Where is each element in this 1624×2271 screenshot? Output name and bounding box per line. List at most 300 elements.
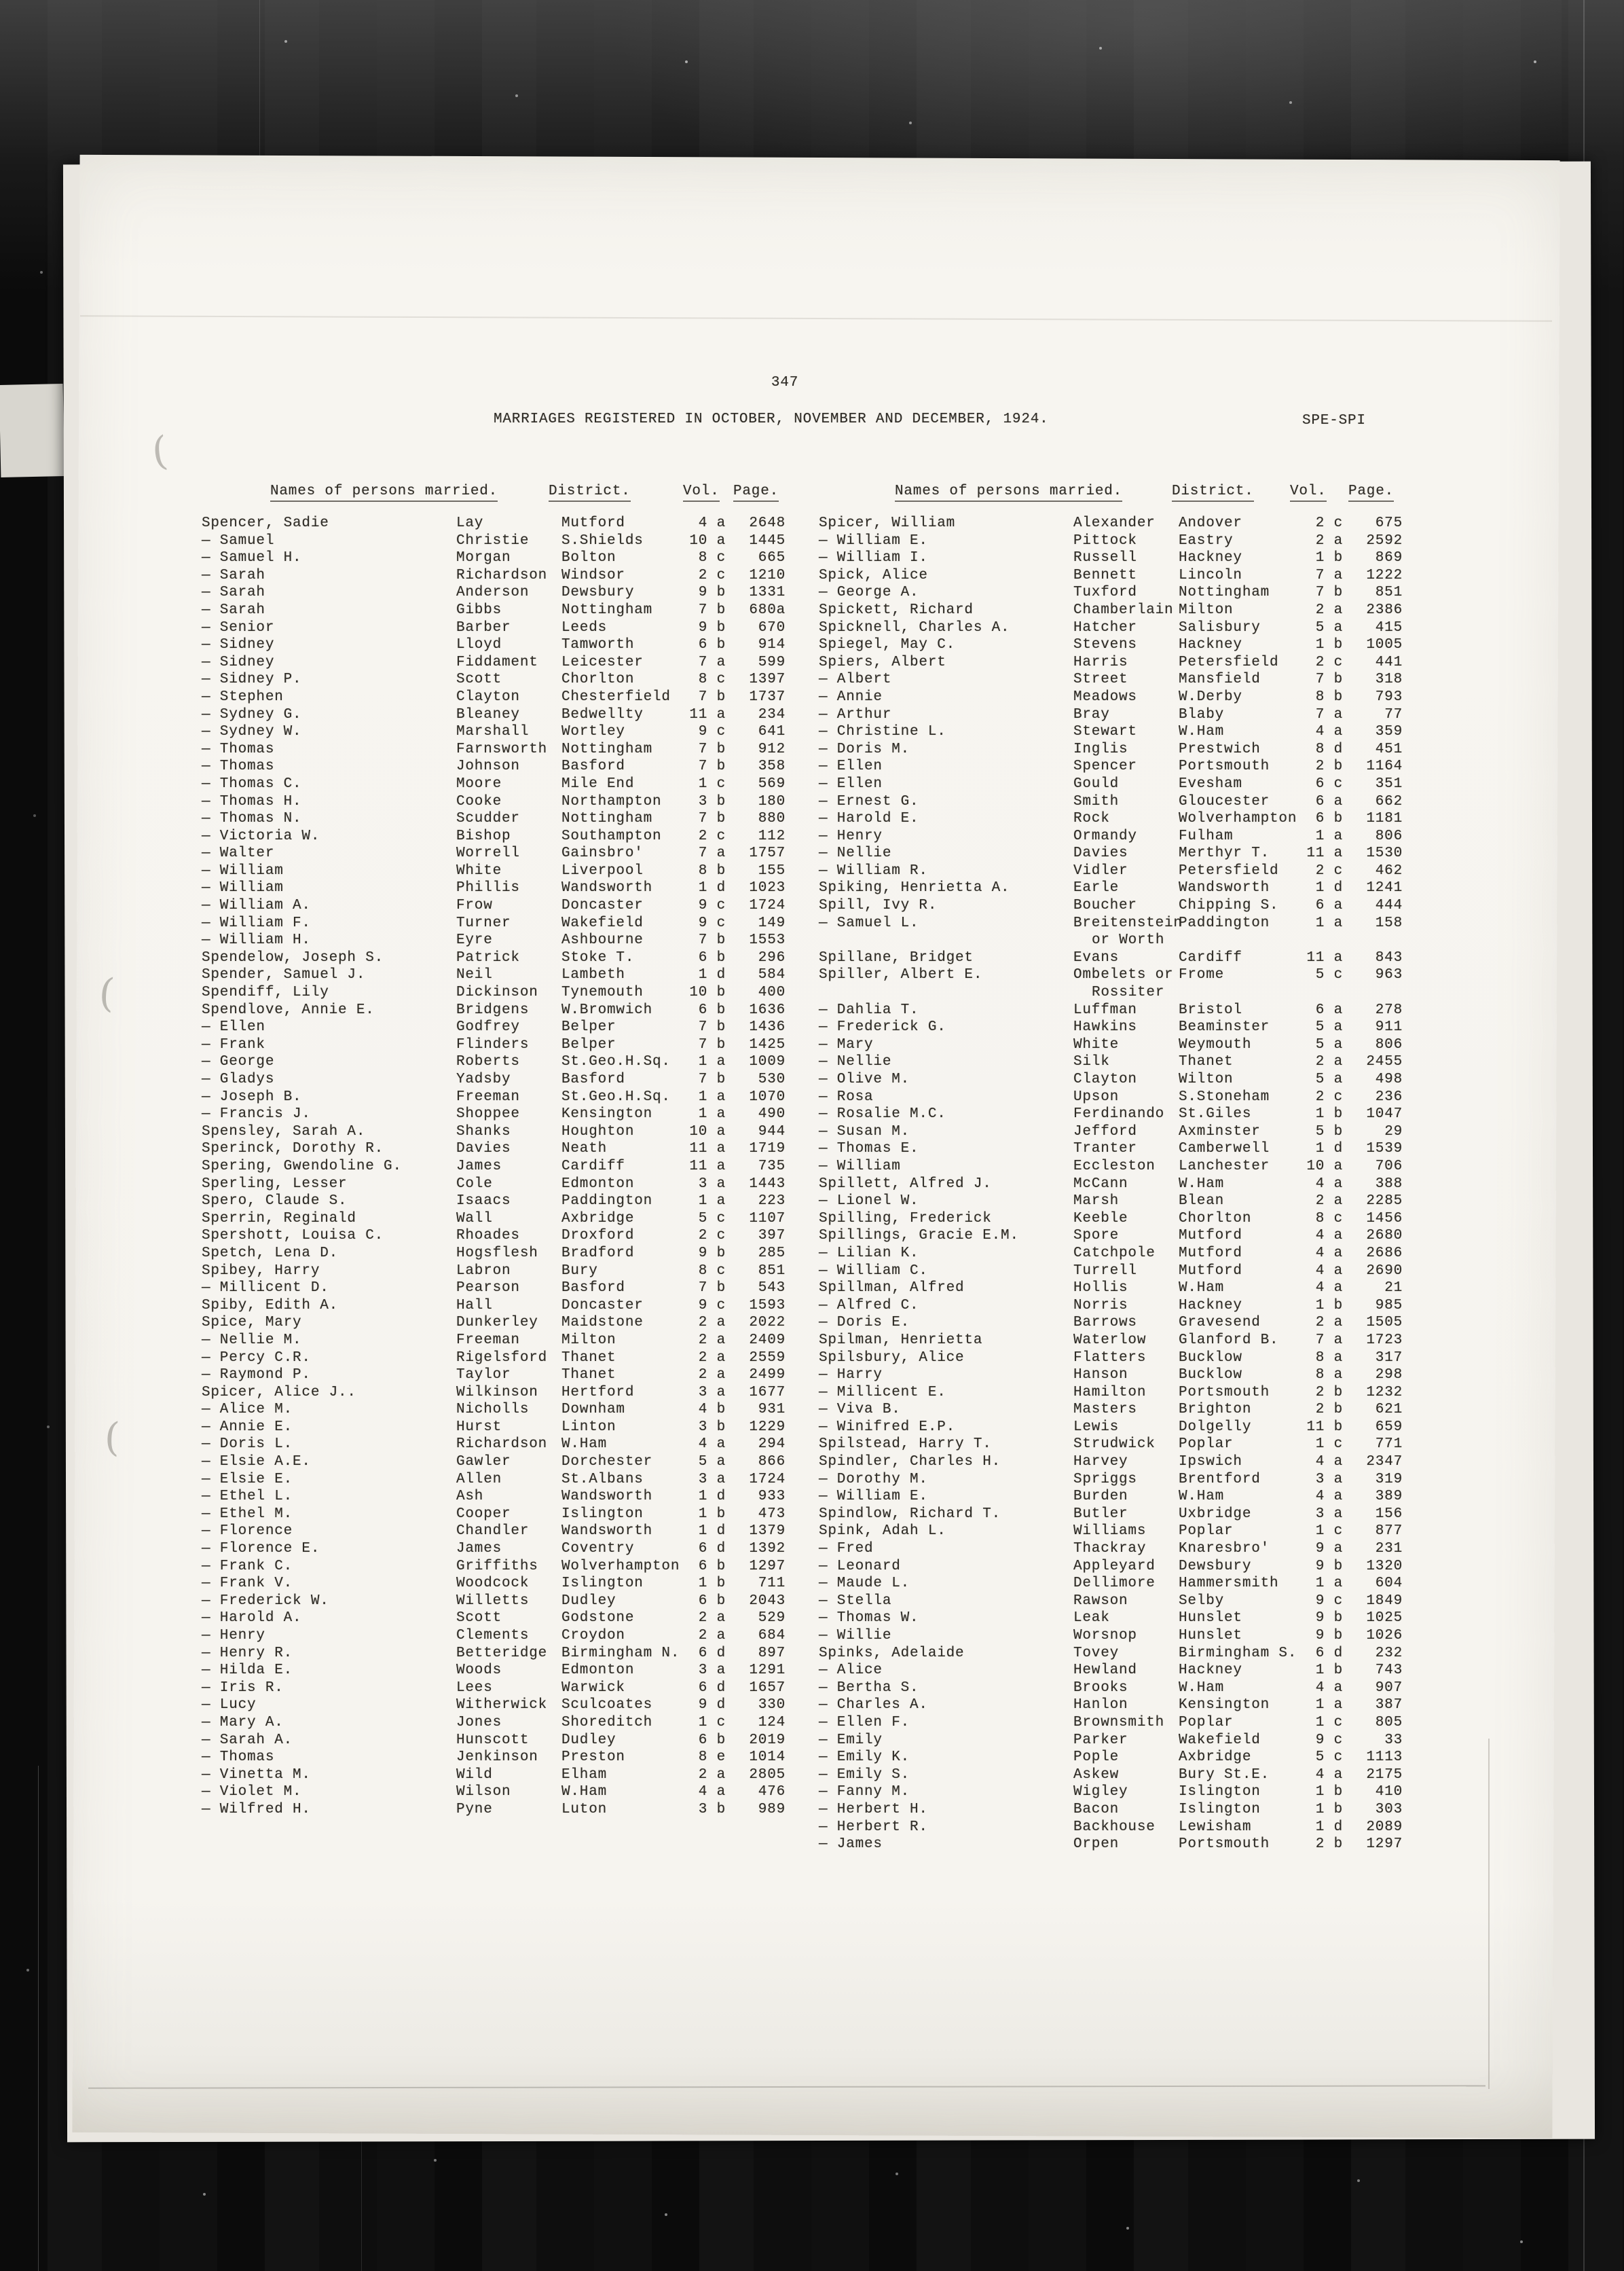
table-row <box>819 619 1403 637</box>
page-cell: 914 <box>758 637 786 653</box>
district-cell: Dewsbury <box>561 585 635 601</box>
page-cell: 866 <box>758 1454 786 1470</box>
name-cell: — Wilfred H. <box>202 1801 311 1817</box>
table-row <box>819 1766 1403 1784</box>
district-cell: Ipswich <box>1179 1454 1242 1470</box>
page-cell: 1379 <box>749 1523 786 1540</box>
vol-cell: 4 a <box>698 1436 726 1453</box>
name-cell: Spickett, Richard <box>819 602 974 618</box>
district-cell: Coventry <box>561 1541 635 1557</box>
vol-cell: 1 b <box>1315 1297 1343 1313</box>
vol-cell: 2 a <box>698 1766 726 1783</box>
page-cell: 2347 <box>1366 1454 1403 1470</box>
column-header-page-right: Page. <box>1348 484 1394 499</box>
table-row <box>819 915 1403 932</box>
district-cell: Petersfield <box>1179 862 1279 879</box>
table-row <box>202 1053 786 1071</box>
name-cell: — Ellen <box>202 1019 265 1036</box>
spouse-cell: Wilkinson <box>456 1384 538 1400</box>
spouse-cell: Breitenstein <box>1073 915 1183 931</box>
district-cell: Glanford B. <box>1179 1332 1279 1348</box>
vol-cell: 3 a <box>698 1176 726 1192</box>
name-cell: — Fanny M. <box>819 1784 910 1800</box>
table-row <box>819 845 1403 862</box>
name-cell: — Henry <box>202 1628 265 1643</box>
table-row <box>202 1089 786 1106</box>
table-row <box>202 584 786 602</box>
spouse-cell: Pearson <box>456 1280 520 1296</box>
table-row <box>819 1471 1403 1489</box>
spouse-cell: Williams <box>1073 1523 1147 1540</box>
spouse-cell: Flinders <box>456 1036 530 1053</box>
vol-cell: 7 b <box>1315 585 1343 601</box>
table-row <box>819 1384 1403 1402</box>
table-row <box>819 1053 1403 1071</box>
name-cell: — Stephen <box>202 689 284 705</box>
district-cell: Islington <box>1179 1784 1261 1800</box>
column-header-names-left: Names of persons married. <box>270 484 498 499</box>
spouse-cell: Butler <box>1073 1506 1128 1522</box>
name-cell: — Senior <box>202 619 275 636</box>
district-cell: Dewsbury <box>1179 1558 1252 1574</box>
spouse-cell: Lees <box>456 1679 493 1696</box>
name-cell: Spillman, Alfred <box>819 1280 965 1296</box>
vol-cell: 4 a <box>1315 1280 1343 1296</box>
page-cell: 584 <box>758 967 786 983</box>
name-cell: Spilling, Frederick <box>819 1210 992 1227</box>
table-row <box>819 1627 1403 1645</box>
district-cell: Chipping S. <box>1179 898 1279 914</box>
page-cell: 1164 <box>1366 759 1403 775</box>
page-cell: 2499 <box>749 1367 786 1383</box>
spouse-cell: Woods <box>456 1663 502 1679</box>
vol-cell: 4 a <box>698 1784 726 1800</box>
name-cell: Spiking, Henrietta A. <box>819 880 1010 896</box>
table-row <box>819 689 1403 706</box>
vol-cell: 1 d <box>1315 1819 1343 1835</box>
vol-cell: 6 d <box>698 1541 726 1557</box>
vol-cell: 8 c <box>1315 1210 1343 1227</box>
vol-cell: 6 b <box>698 1558 726 1574</box>
district-cell: Blean <box>1179 1193 1225 1210</box>
table-row <box>202 1314 786 1332</box>
page-cell: 400 <box>758 985 786 1001</box>
vol-cell: 6 b <box>698 1002 726 1018</box>
table-row <box>202 1662 786 1679</box>
table-row <box>202 1227 786 1245</box>
district-cell: Portsmouth <box>1179 759 1270 775</box>
page-title: MARRIAGES REGISTERED IN OCTOBER, NOVEMBER AND DECEMBER, 1924. <box>494 412 1049 427</box>
page-cell: 911 <box>1375 1019 1403 1036</box>
vol-cell: 3 b <box>698 793 726 810</box>
vol-cell: 1 a <box>1315 915 1343 931</box>
name-cell: Spicer, William <box>819 515 956 531</box>
district-cell: Basford <box>561 1072 625 1087</box>
district-cell: Stoke T. <box>561 949 635 966</box>
name-cell: — Millicent D. <box>202 1280 329 1296</box>
district-cell: Mutford <box>1179 1228 1242 1244</box>
table-row <box>202 1366 786 1384</box>
district-cell: Lincoln <box>1179 567 1242 583</box>
vol-cell: 11 a <box>689 1141 726 1157</box>
spouse-cell: Bray <box>1073 706 1110 723</box>
vol-cell: 2 c <box>698 828 726 844</box>
vol-cell: 4 a <box>1315 1679 1343 1696</box>
vol-cell: 6 b <box>698 1732 726 1748</box>
table-row <box>202 932 786 949</box>
page-cell: 933 <box>758 1489 786 1505</box>
name-cell: — William C. <box>819 1262 928 1279</box>
vol-cell: 1 b <box>1315 637 1343 653</box>
vol-cell: 9 c <box>698 898 726 914</box>
spouse-cell: McCann <box>1073 1176 1128 1192</box>
vol-cell: 4 a <box>1315 1489 1343 1505</box>
district-cell: Tynemouth <box>561 985 644 1001</box>
district-cell: Chorlton <box>1179 1210 1252 1227</box>
vol-cell: 9 b <box>698 1245 726 1261</box>
name-cell: Spilsbury, Alice <box>819 1349 965 1366</box>
vol-cell: 3 b <box>698 1419 726 1435</box>
name-cell: — Annie <box>819 689 883 705</box>
name-cell: Spinks, Adelaide <box>819 1645 965 1661</box>
table-row <box>202 1019 786 1036</box>
spouse-cell: Ash <box>456 1489 484 1505</box>
spouse-cell: Orpen <box>1073 1836 1120 1853</box>
spouse-cell: Harris <box>1073 654 1128 670</box>
vol-cell: 1 a <box>1315 1576 1343 1592</box>
table-row <box>202 1593 786 1610</box>
name-cell: — Fred <box>819 1541 874 1557</box>
district-cell: Wandsworth <box>1179 880 1270 896</box>
left-column <box>202 515 786 1819</box>
spouse-cell: Marsh <box>1073 1193 1120 1210</box>
page-cell: 869 <box>1375 550 1403 566</box>
district-cell: Mansfield <box>1179 672 1261 688</box>
page-cell: 529 <box>758 1610 786 1627</box>
name-cell: Spibey, Harry <box>202 1262 320 1279</box>
name-cell: Spillett, Alfred J. <box>819 1176 992 1192</box>
name-cell: Spindler, Charles H. <box>819 1454 1001 1470</box>
column-header-vol-left: Vol. <box>683 484 720 499</box>
district-cell: Portsmouth <box>1179 1836 1270 1853</box>
table-row <box>819 1453 1403 1471</box>
table-row <box>819 515 1403 532</box>
vol-cell: 7 b <box>698 1019 726 1036</box>
vol-cell: 7 a <box>698 654 726 670</box>
spouse-cell: Godfrey <box>456 1019 520 1036</box>
spouse-cell: Pyne <box>456 1801 493 1817</box>
page-cell: 675 <box>1375 515 1403 531</box>
table-row <box>202 1419 786 1436</box>
vol-cell: 7 b <box>698 1072 726 1087</box>
name-cell: Spilstead, Harry T. <box>819 1436 992 1453</box>
vol-cell: 4 a <box>1315 1228 1343 1244</box>
spouse-cell: Burden <box>1073 1489 1128 1505</box>
vol-cell: 3 a <box>1315 1506 1343 1522</box>
page-cell: 1291 <box>749 1663 786 1679</box>
vol-cell: 11 a <box>1306 846 1343 862</box>
vol-cell: 2 b <box>1315 1402 1343 1418</box>
vol-cell: 1 c <box>1315 1436 1343 1453</box>
district-cell: Kensington <box>1179 1697 1270 1713</box>
spouse-cell: Hanlon <box>1073 1697 1128 1713</box>
page-cell: 599 <box>758 654 786 670</box>
spouse-continuation: or Worth <box>1092 932 1165 949</box>
pencil-mark: ( <box>103 1413 121 1461</box>
table-row <box>202 1645 786 1663</box>
page-cell: 330 <box>758 1697 786 1713</box>
district-cell: St.Albans <box>561 1471 644 1487</box>
page-cell: 444 <box>1375 898 1403 914</box>
district-cell: Andover <box>1179 515 1242 531</box>
table-row <box>819 1662 1403 1679</box>
name-cell: — Maude L. <box>819 1576 910 1592</box>
district-cell: Wandsworth <box>561 1523 653 1540</box>
page-cell: 415 <box>1375 619 1403 636</box>
spouse-cell: Hawkins <box>1073 1019 1137 1036</box>
page-cell: 1222 <box>1366 567 1403 583</box>
film-dust-speckles <box>0 0 1 1</box>
page-cell: 2022 <box>749 1315 786 1331</box>
name-cell: Spiers, Albert <box>819 654 946 670</box>
name-cell: — Alice <box>819 1663 883 1679</box>
page-cell: 1297 <box>749 1558 786 1574</box>
table-row <box>819 1158 1403 1176</box>
table-row <box>819 602 1403 619</box>
page-cell: 2175 <box>1366 1766 1403 1783</box>
page-cell: 1005 <box>1366 637 1403 653</box>
page-cell: 462 <box>1375 862 1403 879</box>
page-cell: 880 <box>758 811 786 827</box>
spouse-cell: Ombelets or <box>1073 967 1174 983</box>
page-cell: 77 <box>1384 706 1403 723</box>
spouse-cell: Appleyard <box>1073 1558 1156 1574</box>
page-cell: 944 <box>758 1123 786 1140</box>
name-cell: Spicer, Alice J.. <box>202 1384 356 1400</box>
table-row <box>202 549 786 567</box>
page-cell: 1849 <box>1366 1593 1403 1609</box>
spouse-cell: Dickinson <box>456 985 538 1001</box>
vol-cell: 7 b <box>698 689 726 705</box>
page-cell: 29 <box>1384 1123 1403 1140</box>
district-cell: Brentford <box>1179 1471 1261 1487</box>
spouse-cell: Jefford <box>1073 1123 1137 1140</box>
district-cell: Wakefield <box>561 915 644 931</box>
vol-cell: 8 a <box>1315 1349 1343 1366</box>
district-cell: Downham <box>561 1402 625 1418</box>
table-row <box>202 1540 786 1558</box>
table-row <box>202 862 786 880</box>
table-row <box>202 1575 786 1593</box>
district-cell: Cardiff <box>561 1158 625 1174</box>
name-cell: — Raymond P. <box>202 1367 311 1383</box>
spouse-cell: Rock <box>1073 811 1110 827</box>
district-cell: Islington <box>561 1576 644 1592</box>
name-cell: — Henry R. <box>202 1645 293 1661</box>
district-cell: Nottingham <box>561 602 653 618</box>
district-cell: Wandsworth <box>561 1489 653 1505</box>
name-cell: — Doris E. <box>819 1315 910 1331</box>
vol-cell: 1 b <box>1315 1663 1343 1679</box>
table-row <box>819 1245 1403 1262</box>
vol-cell: 8 b <box>698 862 726 879</box>
page-cell: 1107 <box>749 1210 786 1227</box>
page-cell: 285 <box>758 1245 786 1261</box>
page-cell: 1047 <box>1366 1106 1403 1123</box>
name-cell: — Florence <box>202 1523 293 1540</box>
district-cell: Brighton <box>1179 1402 1252 1418</box>
spouse-cell: Lewis <box>1073 1419 1120 1435</box>
name-cell: Spetch, Lena D. <box>202 1245 339 1261</box>
spouse-cell: Shoppee <box>456 1106 520 1123</box>
name-cell: — Charles A. <box>819 1697 928 1713</box>
district-cell: Blaby <box>1179 706 1225 723</box>
vol-cell: 2 a <box>1315 532 1343 549</box>
page-cell: 897 <box>758 1645 786 1661</box>
table-row <box>819 1523 1403 1540</box>
district-cell: Thanet <box>1179 1054 1234 1070</box>
spouse-cell: Morgan <box>456 550 511 566</box>
vol-cell: 5 a <box>1315 1019 1343 1036</box>
table-row <box>819 1071 1403 1089</box>
name-cell: — William <box>202 880 284 896</box>
table-row <box>819 949 1403 967</box>
page-cell: 2686 <box>1366 1245 1403 1261</box>
spouse-cell: Dellimore <box>1073 1576 1156 1592</box>
table-row <box>819 1488 1403 1506</box>
vol-cell: 7 b <box>698 811 726 827</box>
name-cell: Spero, Claude S. <box>202 1193 348 1210</box>
spouse-cell: Scott <box>456 672 502 688</box>
name-cell: Spilman, Henrietta <box>819 1332 983 1348</box>
table-row <box>819 1419 1403 1436</box>
table-row <box>202 1453 786 1471</box>
under-sheet-edge <box>1488 1739 1490 2089</box>
name-cell: — Thomas <box>202 759 275 775</box>
spouse-cell: White <box>456 862 502 879</box>
page-cell: 451 <box>1375 741 1403 757</box>
spouse-cell: Isaacs <box>456 1193 511 1210</box>
table-row <box>819 862 1403 880</box>
spouse-cell: Bennett <box>1073 567 1137 583</box>
vol-cell: 1 a <box>1315 1697 1343 1713</box>
district-cell: Dorchester <box>561 1454 653 1470</box>
name-cell: — Thomas <box>202 1749 275 1766</box>
vol-cell: 8 d <box>1315 741 1343 757</box>
table-row <box>202 1766 786 1784</box>
table-row <box>819 793 1403 811</box>
district-cell: Neath <box>561 1141 608 1157</box>
page-cell: 680a <box>749 602 786 618</box>
name-cell: — Thomas C. <box>202 776 302 792</box>
table-row <box>819 776 1403 793</box>
name-cell: Sperinck, Dorothy R. <box>202 1141 384 1157</box>
spouse-cell: Cooper <box>456 1506 511 1522</box>
page-cell: 1505 <box>1366 1315 1403 1331</box>
page-cell: 441 <box>1375 654 1403 670</box>
name-cell: — Rosa <box>819 1089 874 1105</box>
name-cell: — Frank C. <box>202 1558 293 1574</box>
spouse-cell: Lay <box>456 515 484 531</box>
district-cell: Wolverhampton <box>561 1558 680 1574</box>
table-row <box>202 1732 786 1749</box>
table-row <box>202 1297 786 1315</box>
table-row <box>819 1332 1403 1349</box>
name-cell <box>819 932 1073 949</box>
table-row <box>202 1332 786 1349</box>
table-row <box>819 1645 1403 1663</box>
spouse-cell: Dunkerley <box>456 1315 538 1331</box>
vol-cell: 6 b <box>698 637 726 653</box>
table-row <box>202 984 786 1002</box>
vol-cell: 1 d <box>698 967 726 983</box>
spouse-cell: Masters <box>1073 1402 1137 1418</box>
name-cell: — Emily S. <box>819 1766 910 1783</box>
spouse-cell: Hunscott <box>456 1732 530 1748</box>
table-row <box>819 1714 1403 1732</box>
page-cell: 2805 <box>749 1766 786 1783</box>
name-cell: — Frederick G. <box>819 1019 946 1036</box>
district-cell: Bucklow <box>1179 1367 1242 1383</box>
vol-cell: 2 a <box>698 1628 726 1643</box>
district-cell: Kensington <box>561 1106 653 1123</box>
name-cell: — William H. <box>202 932 311 949</box>
name-cell: — Harry <box>819 1367 883 1383</box>
table-row <box>202 1193 786 1210</box>
district-cell: Frome <box>1179 967 1225 983</box>
spouse-cell: Yadsby <box>456 1072 511 1087</box>
page-cell: 387 <box>1375 1697 1403 1713</box>
vol-cell: 9 c <box>698 915 726 931</box>
vol-cell: 9 d <box>698 1697 726 1713</box>
name-cell: — Viva B. <box>819 1402 901 1418</box>
column-header-vol-right: Vol. <box>1290 484 1327 499</box>
spouse-cell: Gibbs <box>456 602 502 618</box>
page-cell: 232 <box>1375 1645 1403 1661</box>
spouse-cell: Ormandy <box>1073 828 1137 844</box>
name-cell: Spillane, Bridget <box>819 949 974 966</box>
district-cell: Hackney <box>1179 550 1242 566</box>
table-row <box>202 1696 786 1714</box>
name-cell: — Thomas <box>202 741 275 757</box>
vol-cell: 1 a <box>698 1106 726 1123</box>
spouse-cell: Backhouse <box>1073 1819 1156 1835</box>
name-cell: — Leonard <box>819 1558 901 1574</box>
vol-cell: 7 b <box>698 759 726 775</box>
page-cell: 2680 <box>1366 1228 1403 1244</box>
name-cell: — Hilda E. <box>202 1663 293 1679</box>
page-cell: 1456 <box>1366 1210 1403 1227</box>
district-cell: Cardiff <box>1179 949 1242 966</box>
name-cell: — Ellen <box>819 759 883 775</box>
district-cell: W.Derby <box>1179 689 1242 705</box>
district-cell: W.Ham <box>1179 1176 1225 1192</box>
page-cell: 278 <box>1375 1002 1403 1018</box>
page-cell: 662 <box>1375 793 1403 810</box>
spouse-cell: Chandler <box>456 1523 530 1540</box>
district-cell: Milton <box>1179 602 1234 618</box>
spouse-cell: Wigley <box>1073 1784 1128 1800</box>
spouse-cell: Rhoades <box>456 1228 520 1244</box>
district-cell: Belper <box>561 1019 616 1036</box>
name-cell: — Dorothy M. <box>819 1471 928 1487</box>
spouse-cell: Johnson <box>456 759 520 775</box>
district-cell: W.Ham <box>561 1436 608 1453</box>
table-row <box>202 1002 786 1019</box>
page-cell: 1397 <box>749 672 786 688</box>
district-cell: Mutford <box>1179 1262 1242 1279</box>
page-cell: 806 <box>1375 1036 1403 1053</box>
